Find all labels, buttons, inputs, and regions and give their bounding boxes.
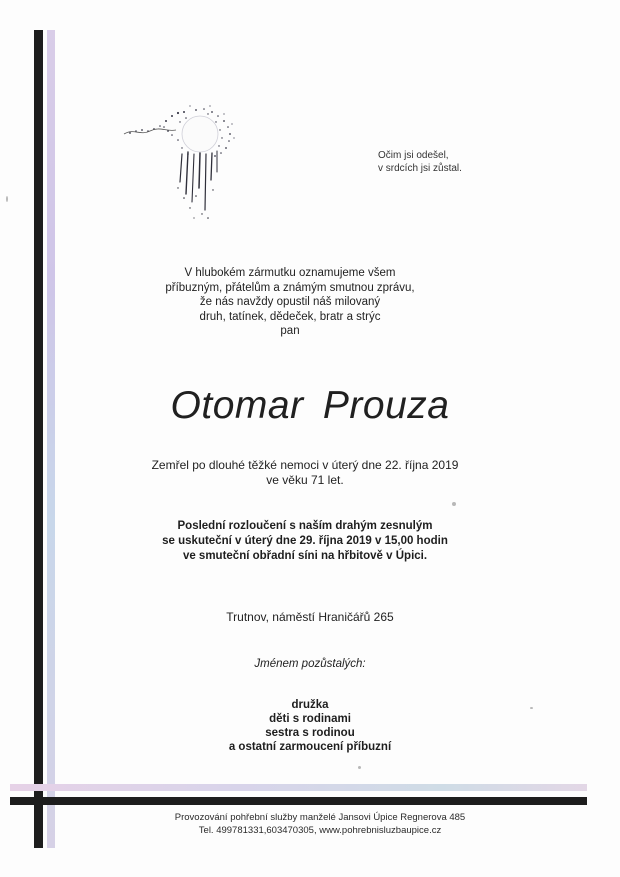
farewell-line: se uskuteční v úterý dne 29. října 2019 v 15,00 hodin xyxy=(162,535,448,547)
survivor-item: sestra s rodinou xyxy=(265,727,355,739)
survivors-label: Jménem pozůstalých: xyxy=(254,658,366,670)
announcement-line: příbuzným, přátelům a známým smutnou zprávu, xyxy=(165,281,415,294)
quote-line: Očim jsi odešel, xyxy=(378,150,449,161)
scan-speck xyxy=(358,766,361,769)
footer-line: Tel. 499781331,603470305, www.pohrebnisluzbaupice.cz xyxy=(198,824,442,836)
scan-speck xyxy=(530,707,533,709)
survivor-item: děti s rodinami xyxy=(269,713,351,725)
farewell-info xyxy=(110,519,500,564)
farewell-line: Poslední rozloučení s naším drahým zesnulým xyxy=(177,520,433,532)
horizontal-pastel-border xyxy=(10,784,587,791)
quote-line: v srdcích jsi zůstal. xyxy=(378,163,462,174)
memorial-quote xyxy=(378,149,462,175)
survivors-list xyxy=(110,698,510,754)
survivor-item: družka xyxy=(291,699,329,711)
death-info-line: Zemřel po dlouhé těžké nemoci v úterý dne 22. října 2019 xyxy=(151,458,459,472)
announcement-line: druh, tatínek, dědeček, bratr a strýc xyxy=(199,310,381,323)
death-info-line: ve věku 71 let. xyxy=(266,473,344,487)
announcement-line: že nás navždy opustil náš milovaný xyxy=(199,296,381,308)
farewell-line: ve smuteční obřadní síni na hřbitově v Úpici. xyxy=(182,550,428,562)
death-info xyxy=(110,458,500,488)
vertical-dark-border xyxy=(34,30,43,848)
announcement-line: V hlubokém zármutku oznamujeme všem xyxy=(184,267,396,279)
horizontal-dark-border xyxy=(10,797,587,805)
funeral-service-footer xyxy=(110,812,530,837)
announcement-line: pan xyxy=(280,325,300,337)
deceased-name: Otomar Prouza xyxy=(170,384,450,427)
vertical-pastel-border xyxy=(47,30,55,848)
announcement-text xyxy=(120,266,460,339)
scan-speck xyxy=(6,196,8,202)
family-address: Trutnov, náměstí Hraničářů 265 xyxy=(226,610,394,624)
scan-speck xyxy=(452,502,456,506)
survivor-item: a ostatní zarmoucení příbuzní xyxy=(228,741,392,753)
moon-emblem-icon xyxy=(120,100,250,230)
footer-line: Provozování pohřební služby manželé Jansovi Úpice Regnerova 485 xyxy=(174,812,466,823)
